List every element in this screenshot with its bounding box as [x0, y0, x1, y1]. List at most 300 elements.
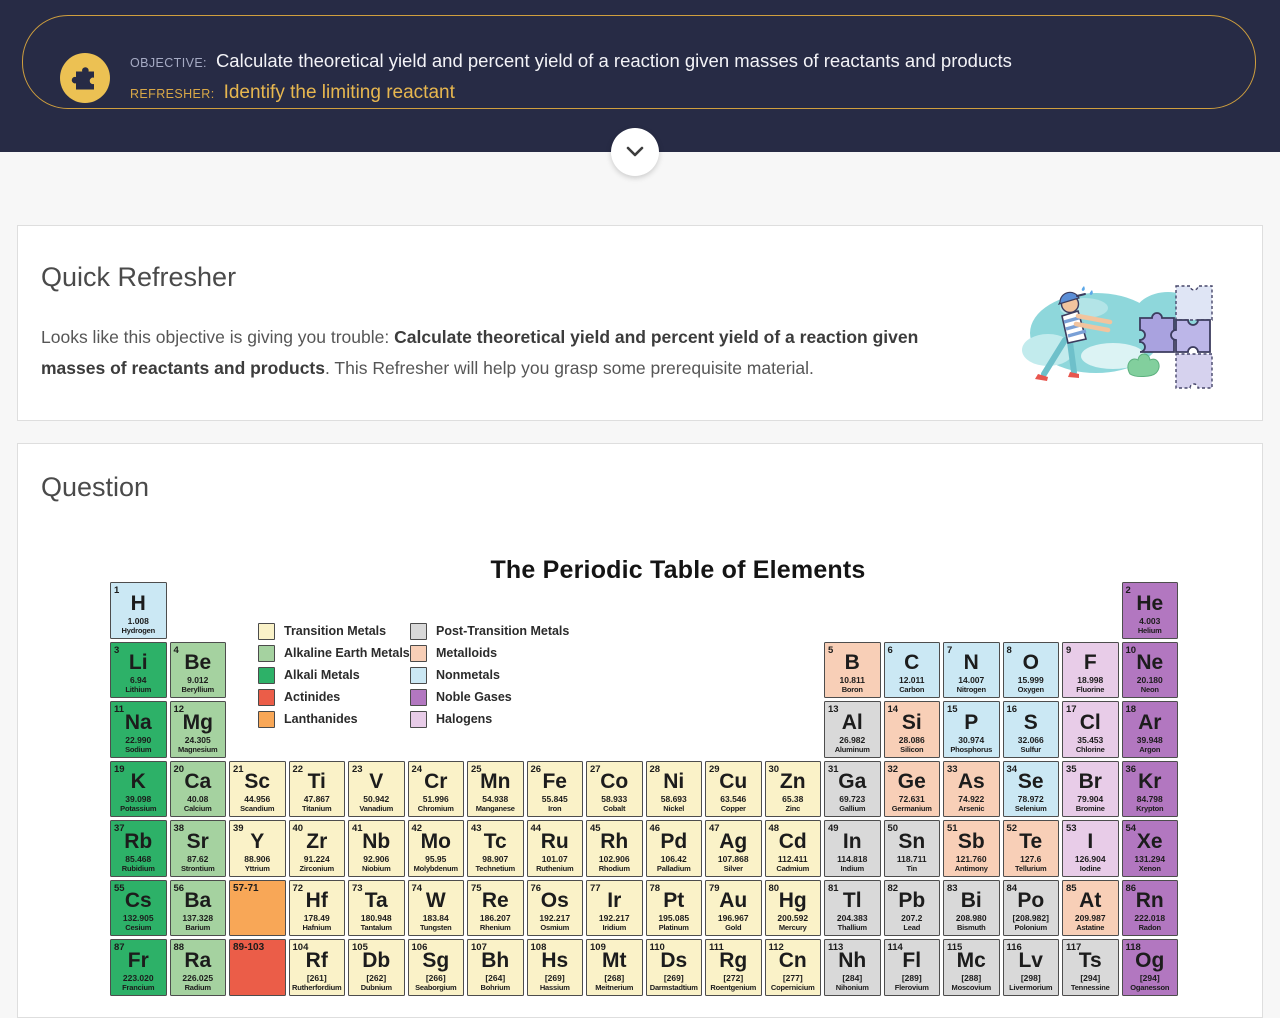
element-sym: H	[130, 591, 146, 615]
element-num: 73	[352, 882, 363, 894]
element-nm: Tennessine	[1070, 982, 1110, 992]
element-nm: Indium	[840, 863, 864, 873]
element-cell-Ge	[884, 761, 941, 818]
element-num: 109	[590, 942, 606, 953]
objective-banner	[0, 0, 1280, 152]
element-mass: 196.967	[717, 913, 749, 923]
element-nm: Thallium	[837, 923, 867, 932]
element-nm: Technetium	[475, 863, 516, 873]
element-sym: Rg	[719, 948, 748, 972]
element-sym: Sg	[422, 948, 450, 972]
element-mass: 127.6	[1020, 853, 1042, 864]
element-nm: Chromium	[417, 804, 454, 813]
legend-label: Transition Metals	[284, 624, 387, 638]
element-num: 51	[947, 823, 958, 834]
element-cell-Ta	[348, 880, 405, 937]
element-sym: Si	[901, 710, 922, 734]
element-mass: 40.08	[187, 794, 209, 804]
element-sym: Xe	[1136, 829, 1163, 853]
element-num: 72	[292, 882, 304, 894]
element-sym: Mg	[182, 710, 213, 734]
element-cell-Fr	[110, 939, 167, 996]
element-nm: Carbon	[899, 685, 925, 694]
element-nm: Radon	[1138, 923, 1161, 932]
element-cell-O	[1003, 642, 1060, 699]
element-sym: F	[1083, 651, 1097, 674]
element-num: 42	[411, 823, 423, 834]
element-cell-In	[824, 820, 881, 877]
element-nm: Neon	[1140, 685, 1159, 694]
element-sym: Au	[719, 889, 748, 912]
element-mass: 72.631	[898, 794, 925, 804]
element-cell-Li	[110, 642, 167, 699]
element-sym: Ne	[1136, 651, 1164, 674]
element-sym: Ta	[364, 889, 388, 912]
element-cell-I	[1062, 820, 1119, 877]
element-mass: [208.982]	[1012, 913, 1049, 923]
element-nm: Tantalum	[360, 923, 392, 932]
element-cell-Ra	[170, 939, 227, 996]
element-nm: Barium	[185, 923, 211, 932]
element-mass: [264]	[485, 972, 506, 983]
element-num: 76	[530, 882, 542, 894]
element-num: 117	[1066, 942, 1082, 953]
element-num: 85	[1066, 882, 1077, 894]
element-mass: [288]	[961, 972, 982, 983]
legend-label: Actinides	[284, 690, 341, 704]
element-nm: Vanadium	[359, 804, 394, 813]
element-cell-Cd	[765, 820, 822, 877]
element-nm: Cesium	[125, 923, 152, 932]
refresher-body	[41, 322, 946, 383]
element-sym: Y	[250, 829, 265, 853]
element-num: 80	[768, 882, 780, 894]
element-num: 116	[1006, 942, 1022, 953]
element-mass: 101.07	[541, 853, 568, 864]
element-mass: [266]	[425, 972, 446, 983]
element-sym: Ra	[184, 948, 212, 972]
element-nm: Radium	[184, 982, 211, 992]
element-mass: 54.938	[482, 794, 509, 804]
element-cell-Ba	[170, 880, 227, 937]
element-cell-Cn	[765, 939, 822, 996]
element-cell-As	[943, 761, 1000, 818]
element-sym: Kr	[1138, 770, 1162, 793]
legend-label: Alkali Metals	[284, 668, 360, 682]
element-cell-Te	[1003, 820, 1060, 877]
element-num: 104	[292, 942, 309, 953]
element-num: 111	[709, 942, 724, 953]
element-cell-Re	[467, 880, 524, 937]
element-num: 84	[1006, 882, 1018, 894]
element-mass: [269]	[663, 972, 684, 983]
element-sym: Hf	[305, 889, 328, 912]
element-cell-Cr	[408, 761, 465, 818]
element-nm: Livermorium	[1009, 982, 1053, 992]
element-cell-Ir	[586, 880, 643, 937]
element-nm: Moscovium	[951, 982, 991, 992]
element-num: 1	[114, 585, 120, 596]
element-cell-W	[408, 880, 465, 937]
element-num: 75	[471, 882, 482, 894]
element-sym: Fr	[127, 948, 149, 972]
element-num: 33	[947, 763, 958, 775]
element-nm: Lead	[903, 923, 921, 932]
element-nm: Iodine	[1079, 863, 1101, 873]
element-nm: Francium	[122, 982, 155, 992]
element-mass: 63.546	[720, 794, 747, 804]
element-mass: 14.007	[958, 675, 985, 685]
element-cell-Na	[110, 701, 167, 758]
objective-box	[22, 15, 1256, 109]
element-cell-Bi	[943, 880, 1000, 937]
element-nm: Osmium	[540, 923, 570, 932]
element-nm: Mercury	[778, 923, 807, 932]
element-num: 29	[709, 763, 720, 775]
element-mass: 24.305	[184, 734, 211, 745]
element-nm: Antimony	[954, 863, 988, 873]
element-nm: Hafnium	[302, 923, 332, 932]
element-mass: 132.905	[122, 913, 154, 923]
element-mass: 20.180	[1136, 675, 1163, 685]
element-mass: [262]	[366, 972, 387, 983]
element-mass: [294]	[1139, 972, 1160, 983]
element-nm: Darmstadtium	[649, 982, 698, 992]
element-cell-Br	[1062, 761, 1119, 818]
element-cell-Mt	[586, 939, 643, 996]
element-nm: Molybdenum	[413, 863, 458, 873]
periodic-grid	[110, 582, 1178, 996]
element-mass: 207.2	[901, 913, 923, 923]
element-sym: Tc	[483, 829, 507, 853]
element-cell-Mc	[943, 939, 1000, 996]
element-num: 21	[233, 763, 244, 775]
element-sym: Ni	[663, 770, 685, 793]
element-cell-Bh	[467, 939, 524, 996]
element-sym: Zr	[306, 829, 328, 853]
element-sym: Lv	[1018, 948, 1043, 972]
element-nm: Rutherfordium	[292, 982, 342, 992]
element-sym: K	[130, 770, 146, 793]
element-sym: Rn	[1135, 889, 1164, 912]
element-num: 87	[114, 942, 125, 953]
element-num: 46	[649, 823, 661, 834]
element-num: 83	[947, 882, 958, 894]
element-sym: Ge	[897, 770, 926, 793]
element-cell-Be	[170, 642, 227, 699]
element-cell-He	[1122, 582, 1179, 639]
element-nm: Yttrium	[244, 863, 270, 873]
element-cell-Hf	[289, 880, 346, 937]
periodic-table-title: The Periodic Table of Elements	[490, 556, 866, 584]
element-num: 4	[173, 644, 179, 656]
element-num: 52	[1006, 823, 1018, 834]
element-mass: 204.383	[836, 913, 868, 923]
element-mass: 4.003	[1139, 615, 1161, 626]
element-cell-Sg	[408, 939, 465, 996]
element-nm: Polonium	[1014, 923, 1048, 932]
element-sym: Mn	[480, 770, 511, 793]
element-sym: Na	[124, 710, 152, 734]
element-mass: 186.207	[479, 913, 511, 923]
element-num: 37	[114, 823, 125, 834]
element-cell-57-71	[229, 880, 286, 937]
element-cell-Ne	[1122, 642, 1179, 699]
element-sym: Cs	[124, 889, 152, 912]
chevron-down-icon	[626, 146, 644, 158]
element-mass: [277]	[782, 972, 803, 983]
element-sym: Os	[540, 889, 569, 912]
element-num: 113	[828, 942, 844, 953]
element-sym: V	[369, 770, 384, 793]
element-cell-Zn	[765, 761, 822, 818]
element-sym: Cd	[778, 829, 807, 853]
element-nm: Hassium	[539, 982, 570, 992]
element-cell-Cs	[110, 880, 167, 937]
element-mass: 39.948	[1136, 734, 1163, 745]
element-mass: [284]	[842, 972, 863, 983]
element-mass: 55.845	[541, 794, 568, 804]
legend-label: Halogens	[436, 712, 493, 726]
element-mass: 88.906	[244, 853, 271, 864]
element-num: 24	[411, 763, 423, 775]
element-mass: [289]	[901, 972, 922, 983]
element-sym: In	[842, 829, 862, 853]
element-mass: 1.008	[127, 615, 149, 626]
element-nm: Flerovium	[894, 982, 929, 992]
element-num: 36	[1125, 763, 1137, 775]
element-sym: Ti	[307, 770, 326, 793]
refresher-body-suffix: . This Refresher will help you grasp some prerequisite material.	[324, 357, 814, 378]
element-num: 25	[471, 763, 482, 775]
element-num: 2	[1125, 585, 1131, 596]
element-cell-Y	[229, 820, 286, 877]
element-nm: Rubidium	[121, 863, 155, 873]
element-nm: Roentgenium	[710, 982, 757, 992]
puzzle-badge	[60, 53, 110, 103]
element-mass: 137.328	[182, 913, 214, 923]
element-num: 55	[114, 882, 125, 894]
element-nm: Calcium	[183, 804, 212, 813]
collapse-banner-button[interactable]	[611, 128, 659, 176]
element-nm: Chlorine	[1075, 744, 1105, 754]
element-num: 26	[530, 763, 542, 775]
element-cell-Rg	[705, 939, 762, 996]
element-mass: 91.224	[303, 853, 330, 864]
element-nm: Potassium	[120, 804, 157, 813]
element-num: 22	[292, 763, 304, 775]
element-cell-Ts	[1062, 939, 1119, 996]
element-nm: Rhenium	[479, 923, 511, 932]
element-num: 82	[887, 882, 899, 894]
element-sym: Fe	[542, 770, 567, 793]
element-cell-Po	[1003, 880, 1060, 937]
element-sym: Fl	[902, 948, 922, 972]
element-nm: Meitnerium	[595, 982, 634, 992]
element-sym: Te	[1019, 829, 1043, 853]
element-nm: Titanium	[301, 804, 332, 813]
element-num: 11	[114, 704, 125, 715]
element-sym: As	[957, 770, 985, 793]
element-cell-Se	[1003, 761, 1060, 818]
element-mass: 79.904	[1077, 794, 1104, 804]
element-num: 74	[411, 882, 423, 894]
element-nm: Oxygen	[1017, 685, 1044, 694]
element-sym: Br	[1078, 770, 1102, 793]
question-card	[17, 443, 1263, 1018]
element-mass: [294]	[1080, 972, 1101, 983]
element-num: 8	[1006, 644, 1012, 656]
element-cell-Tc	[467, 820, 524, 877]
element-num: 48	[768, 823, 780, 834]
element-num: 89-103	[233, 942, 265, 953]
legend-label: Nonmetals	[436, 668, 500, 682]
element-mass: 32.066	[1017, 734, 1044, 745]
element-num: 23	[352, 763, 363, 775]
element-sym: Rh	[600, 829, 629, 853]
element-num: 44	[530, 823, 542, 834]
element-cell-Rb	[110, 820, 167, 877]
element-mass: 192.217	[539, 913, 571, 923]
element-cell-Ca	[170, 761, 227, 818]
element-mass: 107.868	[717, 853, 749, 864]
element-sym: Pd	[660, 829, 688, 853]
element-sym: Co	[600, 770, 629, 793]
element-num: 50	[887, 823, 899, 834]
element-cell-Cu	[705, 761, 762, 818]
element-cell-Cl	[1062, 701, 1119, 758]
element-cell-B	[824, 642, 881, 699]
element-num: 56	[173, 882, 185, 894]
element-num: 17	[1066, 704, 1077, 715]
element-nm: Cadmium	[776, 863, 810, 873]
legend-label: Metalloids	[436, 646, 498, 660]
element-num: 53	[1066, 823, 1077, 834]
element-mass: 22.990	[125, 734, 152, 745]
element-nm: Bromine	[1075, 804, 1105, 813]
element-mass: 87.62	[187, 853, 209, 864]
element-nm: Gold	[725, 923, 742, 932]
element-sym: Sn	[898, 829, 926, 853]
element-mass: 195.085	[658, 913, 690, 923]
quick-refresher-title: Quick Refresher	[41, 262, 237, 292]
element-cell-Ds	[646, 939, 703, 996]
element-nm: Seaborgium	[415, 982, 457, 992]
element-num: 16	[1006, 704, 1018, 715]
element-mass: 106.42	[660, 853, 687, 864]
element-num: 12	[173, 704, 185, 715]
element-num: 19	[114, 763, 125, 775]
element-mass: 35.453	[1077, 734, 1104, 745]
element-sym: Rf	[305, 948, 328, 972]
legend-label: Lanthanides	[284, 712, 358, 726]
element-sym: Zn	[779, 770, 806, 793]
element-num: 107	[471, 942, 487, 953]
element-mass: 26.982	[839, 734, 866, 745]
element-num: 79	[709, 882, 720, 894]
element-cell-Db	[348, 939, 405, 996]
element-cell-Pd	[646, 820, 703, 877]
element-nm: Copper	[720, 804, 746, 813]
element-mass: 12.011	[898, 675, 925, 685]
element-mass: 114.818	[837, 853, 868, 864]
element-num: 13	[828, 704, 839, 715]
element-sym: Sr	[186, 829, 209, 853]
element-sym: Db	[362, 948, 391, 972]
element-num: 110	[649, 942, 665, 953]
element-nm: Astatine	[1076, 923, 1105, 932]
element-sym: Bh	[481, 948, 510, 972]
element-cell-Si	[884, 701, 941, 758]
element-nm: Zinc	[785, 804, 801, 813]
element-cell-Rn	[1122, 880, 1179, 937]
element-sym: Ga	[838, 770, 867, 793]
refresher-text: Identify the limiting reactant	[223, 82, 455, 103]
element-sym: Og	[1135, 948, 1165, 972]
element-sym: Po	[1017, 889, 1045, 912]
element-mass: 180.948	[360, 913, 392, 923]
element-nm: Tungsten	[419, 923, 452, 932]
element-num: 112	[768, 942, 784, 953]
element-cell-Xe	[1122, 820, 1179, 877]
element-cell-Nb	[348, 820, 405, 877]
element-sym: Mo	[420, 829, 451, 853]
element-cell-Co	[586, 761, 643, 818]
element-sym: Hs	[541, 948, 569, 972]
element-cell-Sn	[884, 820, 941, 877]
refresher-body-objective: Calculate theoretical yield and percent yield of a reaction given masses of reactants and products	[41, 327, 919, 378]
element-mass: 50.942	[363, 794, 390, 804]
element-num: 81	[828, 882, 839, 894]
element-num: 39	[233, 823, 244, 834]
element-sym: Ag	[719, 829, 748, 853]
element-mass: 112.411	[777, 853, 808, 864]
element-nm: Phosphorus	[950, 744, 993, 754]
element-mass: 15.999	[1017, 675, 1044, 685]
element-mass: 118.711	[896, 853, 927, 864]
element-sym: P	[964, 710, 979, 734]
element-nm: Hydrogen	[121, 625, 155, 635]
element-nm: Scandium	[240, 804, 275, 813]
element-cell-Al	[824, 701, 881, 758]
element-nm: Nickel	[663, 804, 685, 813]
element-sym: He	[1136, 591, 1164, 615]
element-sym: O	[1022, 651, 1039, 674]
element-num: 6	[887, 644, 893, 656]
element-sym: Al	[841, 710, 863, 734]
element-num: 10	[1125, 644, 1137, 656]
element-num: 57-71	[233, 882, 259, 894]
element-mass: 74.922	[958, 794, 985, 804]
element-num: 18	[1125, 704, 1137, 715]
element-cell-Ni	[646, 761, 703, 818]
objective-label: OBJECTIVE:	[130, 56, 207, 70]
legend-label: Alkaline Earth Metals	[284, 646, 410, 660]
element-cell-V	[348, 761, 405, 818]
element-cell-C	[884, 642, 941, 699]
element-nm: Selenium	[1014, 804, 1047, 813]
element-num: 30	[768, 763, 780, 775]
element-sym: Pb	[898, 889, 926, 912]
element-mass: 178.49	[303, 913, 330, 923]
element-num: 5	[828, 644, 834, 656]
element-sym: Ca	[184, 770, 212, 793]
element-sym: Nh	[838, 948, 867, 972]
element-mass: 58.933	[601, 794, 628, 804]
element-num: 118	[1125, 942, 1141, 953]
element-cell-Fl	[884, 939, 941, 996]
element-nm: Tin	[906, 863, 917, 873]
